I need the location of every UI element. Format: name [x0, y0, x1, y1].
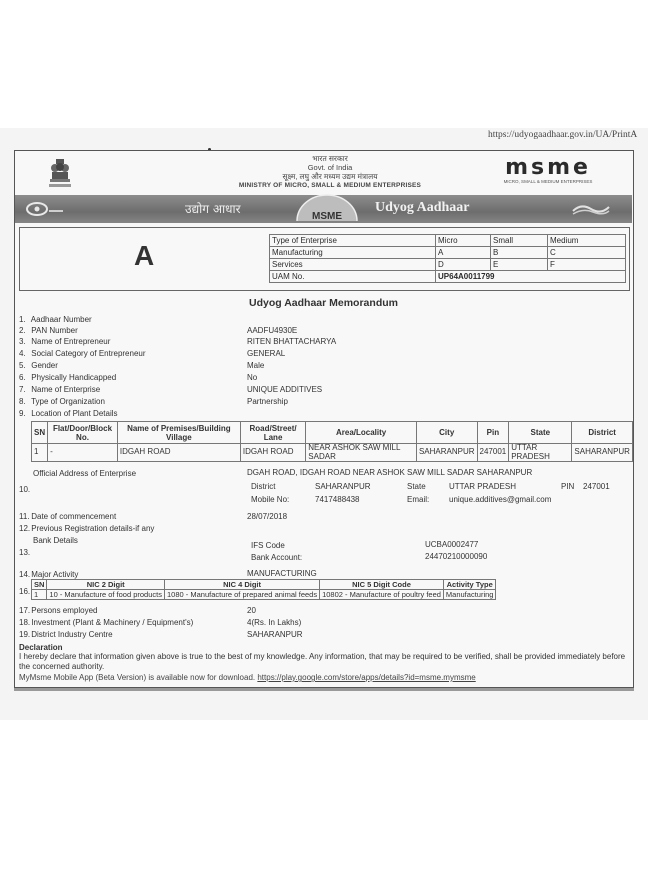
field-row: [19, 618, 193, 627]
field-value: SAHARANPUR: [247, 630, 303, 639]
column-header: District: [572, 422, 633, 444]
field-num: 17.: [19, 606, 31, 615]
table-header-row: [32, 580, 496, 590]
field-value: UNIQUE ADDITIVES: [247, 385, 323, 394]
field-label: Investment (Plant & Machinery / Equipment's): [31, 618, 194, 627]
table-cell: Services: [270, 259, 436, 271]
field-row: [19, 349, 146, 358]
table-cell: A: [436, 247, 491, 259]
mobile-app-note: [19, 673, 476, 682]
table-row: [270, 271, 626, 283]
udyog-aadhaar-certificate: [14, 150, 634, 688]
field-label: District Industry Centre: [31, 630, 113, 639]
uam-label: UAM No.: [270, 271, 436, 283]
table-cell: D: [436, 259, 491, 271]
field-label: Physically Handicapped: [31, 373, 117, 382]
page-top-margin: [0, 0, 648, 128]
field-value: RITEN BHATTACHARYA: [247, 337, 337, 346]
field-num: 18.: [19, 618, 31, 627]
field-num: 1.: [19, 315, 26, 324]
field-value: 28/07/2018: [247, 512, 288, 521]
page-bottom-margin: [0, 720, 648, 896]
field-label: Major Activity: [31, 570, 79, 579]
category-letter: A: [134, 240, 155, 271]
table-cell: E: [491, 259, 548, 271]
nic-field-num: 16.: [19, 587, 31, 596]
banner-english-title: Udyog Aadhaar: [375, 200, 470, 215]
field-value: Partnership: [247, 397, 288, 406]
wave-logo-icon: [571, 201, 611, 217]
uam-number: UP64A0011799: [436, 271, 626, 283]
table-row: [270, 235, 626, 247]
ifs-label: IFS Code: [251, 541, 285, 550]
table-cell: 10802 - Manufacture of poultry feed: [320, 590, 444, 600]
field-row: [19, 630, 113, 639]
pin-label: PIN: [561, 482, 575, 491]
mobile-value: 7417488438: [315, 495, 360, 504]
table-cell: SAHARANPUR: [416, 444, 477, 462]
field-label: Type of Organization: [31, 397, 105, 406]
column-header: NIC 4 Digit: [165, 580, 320, 590]
email-value: unique.additives@gmail.com: [449, 495, 552, 504]
field-row: [19, 606, 98, 615]
table-cell: 1: [32, 444, 48, 462]
msme-logo-text: msme: [505, 155, 591, 180]
ifs-value: UCBA0002477: [425, 540, 479, 549]
office-address-label: Official Address of Enterprise: [33, 469, 137, 478]
table-cell: Manufacturing: [443, 590, 496, 600]
field-num: 19.: [19, 630, 31, 639]
plant-location-table: [31, 421, 633, 462]
column-header: Road/Street/ Lane: [240, 422, 305, 444]
table-header-row: [32, 422, 633, 444]
table-cell: SAHARANPUR: [572, 444, 633, 462]
field-num: 2.: [19, 326, 26, 335]
govt-of-india: Govt. of India: [307, 163, 353, 172]
field-label: Gender: [31, 361, 58, 370]
table-cell: Micro: [436, 235, 491, 247]
field-label: Aadhaar Number: [30, 315, 92, 324]
state-label: State: [407, 482, 426, 491]
msme-badge-label: MSME: [312, 211, 342, 222]
office-address: DGAH ROAD, IDGAH ROAD NEAR ASHOK SAW MILL SADAR SAHARANPUR: [247, 468, 533, 477]
mobile-app-text: MyMsme Mobile App (Beta Version) is available now for download.: [19, 673, 256, 682]
msme-logo: [483, 157, 613, 189]
field-value: AADFU4930E: [247, 326, 298, 335]
field-num: 9.: [19, 409, 26, 418]
declaration-text: I hereby declare that information given above is true to the best of my knowledge. Any information, that may be required to be verified, shall be provided immediately before the concerned authority.: [19, 652, 626, 671]
table-row: [32, 590, 496, 600]
field-num: 3.: [19, 337, 26, 346]
field-num: 11.: [19, 512, 30, 521]
column-header: NIC 2 Digit: [47, 580, 165, 590]
hindi-ministry: सूक्ष्म, लघु और मध्यम उद्यम मंत्रालय: [282, 172, 378, 181]
column-header: Activity Type: [443, 580, 496, 590]
field-label: Name of Enterprise: [31, 385, 101, 394]
field-value: 4(Rs. In Lakhs): [247, 618, 302, 627]
field-label: Persons employed: [31, 606, 98, 615]
certificate-header: [15, 151, 632, 195]
column-header: SN: [32, 422, 48, 444]
bank-field-num: 13.: [19, 548, 31, 557]
field-row: [19, 315, 92, 324]
mobile-label: Mobile No:: [251, 495, 290, 504]
msme-badge-icon: [287, 191, 367, 225]
pin-value: 247001: [583, 482, 610, 491]
table-cell: Medium: [548, 235, 626, 247]
msme-logo-subtext: MICRO, SMALL & MEDIUM ENTERPRISES: [503, 179, 593, 184]
nic-activity-table: [31, 579, 496, 600]
udyog-aadhaar-banner: [15, 195, 632, 223]
table-cell: UTTAR PRADESH: [509, 444, 572, 462]
column-header: Area/Locality: [306, 422, 417, 444]
field-label: Name of Entrepreneur: [31, 337, 111, 346]
mobile-app-link[interactable]: https://play.google.com/store/apps/details?id=msme.mymsme: [257, 673, 476, 682]
memorandum-title: Udyog Aadhaar Memorandum: [249, 297, 398, 309]
field-value: GENERAL: [247, 349, 286, 358]
bank-details-label: Bank Details: [33, 536, 78, 545]
field-row: [19, 337, 110, 346]
field-label: Social Category of Entrepreneur: [31, 349, 146, 358]
field-row: [19, 512, 116, 521]
table-row: [270, 259, 626, 271]
state-value: UTTAR PRADESH: [449, 482, 516, 491]
field-num: 7.: [19, 385, 26, 394]
ministry-name: MINISTRY OF MICRO, SMALL & MEDIUM ENTERPRISES: [238, 182, 422, 189]
table-cell: Manufacturing: [270, 247, 436, 259]
field-label: Date of commencement: [31, 512, 117, 521]
district-value: SAHARANPUR: [315, 482, 371, 491]
field-num: 8.: [19, 397, 26, 406]
table-cell: F: [548, 259, 626, 271]
national-emblem-icon: [45, 157, 75, 189]
page-bottom-rule: [14, 688, 634, 691]
field-row: [19, 524, 154, 533]
table-cell: Type of Enterprise: [270, 235, 436, 247]
table-cell: 10 - Manufacture of food products: [47, 590, 165, 600]
email-label: Email:: [407, 495, 430, 504]
hindi-govt: भारत सरकार: [312, 154, 348, 163]
swirl-logo-icon: [25, 201, 65, 217]
field-num: 14.: [19, 570, 31, 579]
field-row: [19, 373, 116, 382]
office-field-num: 10.: [19, 485, 31, 494]
column-header: State: [509, 422, 572, 444]
district-label: District: [251, 482, 276, 491]
field-num: 4.: [19, 349, 26, 358]
table-cell: Small: [491, 235, 548, 247]
field-row: [19, 361, 58, 370]
table-cell: B: [491, 247, 548, 259]
field-value: 20: [247, 606, 256, 615]
field-num: 6.: [19, 373, 26, 382]
column-header: NIC 5 Digit Code: [320, 580, 444, 590]
field-value: MANUFACTURING: [247, 569, 317, 578]
table-cell: IDGAH ROAD: [117, 444, 240, 462]
column-header: SN: [32, 580, 47, 590]
table-cell: NEAR ASHOK SAW MILL SADAR: [306, 444, 417, 462]
field-label: PAN Number: [31, 326, 78, 335]
field-label: Location of Plant Details: [31, 409, 118, 418]
field-row: [19, 326, 78, 335]
print-url: https://udyogaadhaar.gov.in/UA/PrintA: [488, 130, 638, 140]
table-cell: C: [548, 247, 626, 259]
column-header: Name of Premises/Building Village: [117, 422, 240, 444]
column-header: Flat/Door/Block No.: [48, 422, 118, 444]
table-row: [32, 444, 633, 462]
table-cell: -: [48, 444, 118, 462]
bank-account-label: Bank Account:: [251, 553, 303, 562]
field-row: [19, 409, 118, 418]
field-value: No: [247, 373, 258, 382]
enterprise-type-table: [269, 234, 626, 283]
field-row: [19, 570, 78, 579]
table-row: [270, 247, 626, 259]
table-cell: 1: [32, 590, 47, 600]
table-cell: 1080 - Manufacture of prepared animal feeds: [165, 590, 320, 600]
government-heading: [195, 154, 465, 190]
field-num: 12.: [19, 524, 31, 533]
field-num: 5.: [19, 361, 26, 370]
column-header: Pin: [477, 422, 509, 444]
bank-account-value: 24470210000090: [425, 552, 488, 561]
field-row: [19, 385, 100, 394]
enterprise-category-box: [19, 227, 630, 291]
field-row: [19, 397, 105, 406]
table-cell: IDGAH ROAD: [240, 444, 305, 462]
table-cell: 247001: [477, 444, 509, 462]
field-label: Previous Registration details-if any: [31, 524, 155, 533]
declaration-heading: Declaration: [19, 643, 63, 652]
column-header: City: [416, 422, 477, 444]
banner-hindi-title: उद्योग आधार: [185, 202, 241, 216]
field-value: Male: [247, 361, 265, 370]
